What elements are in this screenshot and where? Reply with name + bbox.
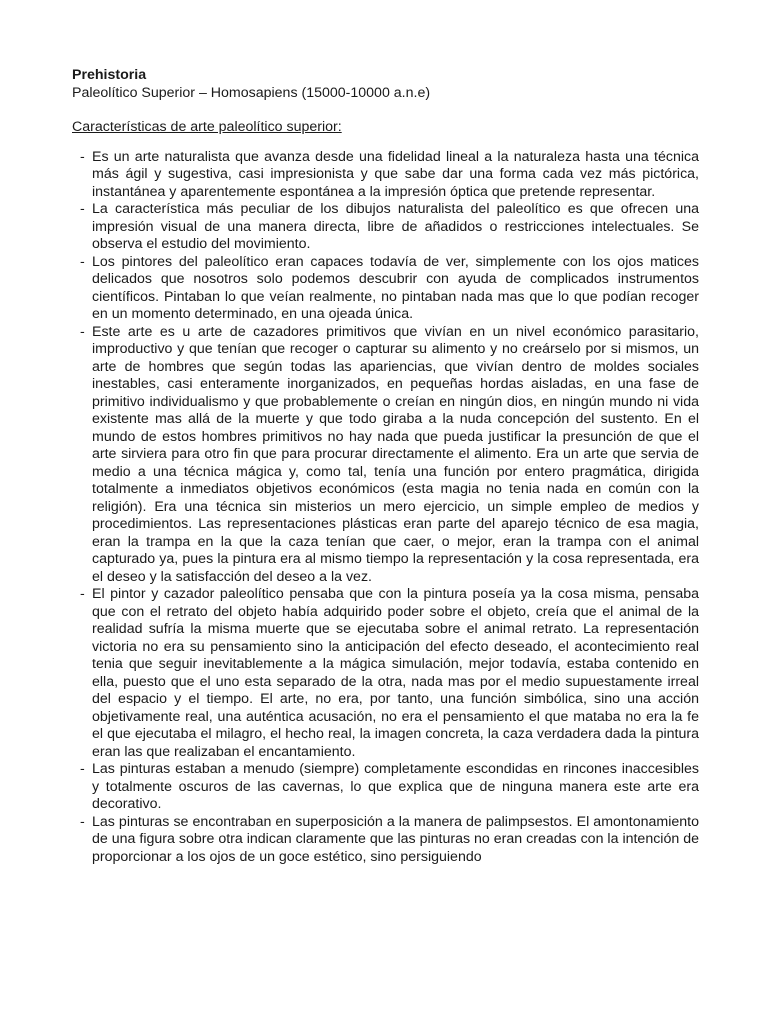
bullet-marker: - <box>80 323 85 340</box>
list-item-text: La característica más peculiar de los dibujos naturalista del paleolítico es que ofrecen una impresión visual de una manera directa, libre de añadidos o restricciones intelectuales. Se observa el estudio del movimiento. <box>92 201 699 252</box>
list-item <box>72 324 699 587</box>
list-item <box>72 201 699 254</box>
list-item <box>72 761 699 814</box>
list-item-text: Las pinturas estaban a menudo (siempre) completamente escondidas en rincones inaccesibles y totalmente oscuros de las cavernas, lo que explica que de ninguna manera este arte era decorativo. <box>92 761 699 812</box>
document-subtitle: Paleolítico Superior – Homosapiens (15000-10000 a.n.e) <box>72 84 431 101</box>
bullet-marker: - <box>80 813 85 830</box>
bullet-list <box>72 149 699 867</box>
list-item <box>72 149 699 202</box>
bullet-marker: - <box>80 148 85 165</box>
list-item <box>72 254 699 324</box>
list-item <box>72 586 699 761</box>
bullet-marker: - <box>80 761 85 777</box>
bullet-marker: - <box>80 586 85 602</box>
section-heading: Características de arte paleolítico superior: <box>72 119 342 135</box>
document-page <box>72 67 699 866</box>
list-item <box>72 814 699 867</box>
list-item-text: Este arte es u arte de cazadores primitivos que vivían en un nivel económico parasitario, improductivo y que tenían que recoger o capturar su alimento y no creárselo por si mismos, un arte de hombres que según todas las apariencias, que vivían dentro de moldes sociales inestables, casi enteramente inorganizados, en pequeñas hordas aisladas, en una fase de primitivo individualismo y que probablemente o creían en ningún dios, en ningún mundo ni vida existente mas allá de la muerte y que todo giraba a la nuda concepción del sustento. En el mundo de estos hombres primitivos no hay nada que pueda justificar la presunción de que el arte sirviera para otro fin que para procurar directamente el alimento. Era un arte que servia de medio a una técnica mágica y, como tal, tenía una función por entero pragmática, dirigida totalmente a inmediatos objetivos económicos (esta magia no tenia nada en común con la religión). Era una técnica sin misterios un mero ejercicio, un simple empleo de medios y procedimientos. Las representaciones plásticas eran parte del aparejo técnico de esa magia, eran la trampa en la que la caza tenían que caer, o mejor, eran la trampa con el animal capturado ya, pues la pintura era al mismo tiempo la representación y la cosa representada, era el deseo y la satisfacción del deseo a la vez. <box>92 323 699 585</box>
list-item-text: Las pinturas se encontraban en superposición a la manera de palimpsestos. El amontonamiento de una figura sobre otra indican claramente que las pinturas no eran creadas con la intención de proporcionar a los ojos de un goce estético, sino persiguiendo <box>92 813 699 865</box>
document-title: Prehistoria <box>72 67 147 83</box>
bullet-marker: - <box>80 201 85 217</box>
list-item-text: El pintor y cazador paleolítico pensaba que con la pintura poseía ya la cosa misma, pensaba que con el retrato del objeto había adquirido poder sobre el objeto, creía que el animal de la realidad sufría la misma muerte que se ejecutaba sobre el animal retrato. La representación victoria no era su pensamiento sino la anticipación del efecto deseado, el acontecimiento real tenia que seguir inevitablemente a la mágica simulación, mejor todavía, estaba contenido en ella, puesto que el uno esta separado de la otra, nada mas por el medio supuestamente irreal del espacio y el tiempo. El arte, no era, por tanto, una función simbólica, sino una acción objetivamente real, una auténtica acusación, no era el pensamiento el que mataba no era la fe el que ejecutaba el milagro, el hecho real, la imagen concreta, la caza verdadera dada la pintura eran las que realizaban el encantamiento. <box>92 586 699 760</box>
bullet-marker: - <box>80 253 85 270</box>
list-item-text: Los pintores del paleolítico eran capaces todavía de ver, simplemente con los ojos matices delicados que nosotros solo podemos descubrir con ayuda de complicados instrumentos científicos. Pintaban lo que veían realmente, no pintaban nada mas que lo que podían recoger en un momento determinado, en una ojeada única. <box>92 253 699 322</box>
list-item-text: Es un arte naturalista que avanza desde una fidelidad lineal a la naturaleza hasta una técnica más ágil y sugestiva, casi impresionista y que sabe dar una forma cada vez más pictórica, instantánea y aparentemente espontánea a la impresión óptica que pretende representar. <box>92 148 699 200</box>
